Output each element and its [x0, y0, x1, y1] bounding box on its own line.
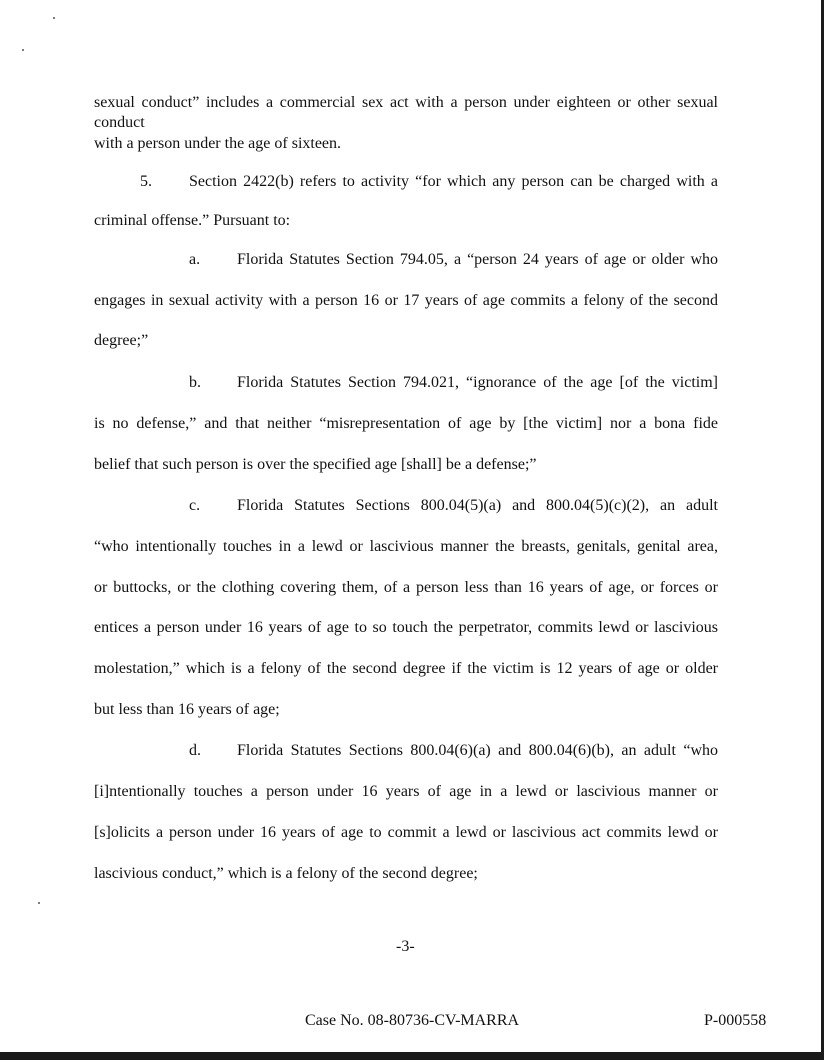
body-line: with a person under the age of sixteen. — [94, 135, 342, 152]
paragraph-number: 5. — [140, 173, 152, 190]
body-line: Florida Statutes Sections 800.04(5)(a) and 800.04(5)(c)(2), an adult — [237, 497, 718, 514]
list-item-label: d. — [189, 742, 201, 759]
scan-speck — [53, 17, 55, 19]
list-item-label: c. — [189, 497, 201, 514]
bates-number: P-000558 — [704, 1012, 767, 1029]
body-line: is no defense,” and that neither “misrepresentation of age by [the victim] nor a bona fide — [94, 415, 718, 432]
body-line: “who intentionally touches in a lewd or lascivious manner the breasts, genitals, genital area, — [94, 538, 718, 555]
body-line: sexual conduct” includes a commercial sex act with a person under eighteen or other sexual conduct — [94, 94, 718, 131]
body-line: criminal offense.” Pursuant to: — [94, 212, 291, 229]
body-line: but less than 16 years of age; — [94, 701, 280, 718]
body-line: molestation,” which is a felony of the second degree if the victim is 12 years of age or older — [94, 660, 718, 677]
scan-speck — [22, 49, 24, 51]
scan-speck — [38, 902, 40, 904]
body-line: or buttocks, or the clothing covering them, of a person less than 16 years of age, or forces or — [94, 579, 718, 596]
list-item-label: b. — [189, 374, 201, 391]
body-line: Florida Statutes Sections 800.04(6)(a) and 800.04(6)(b), an adult “who — [237, 742, 718, 759]
body-line: [s]olicits a person under 16 years of age to commit a lewd or lascivious act commits lewd or — [94, 824, 718, 841]
page-number: -3- — [396, 938, 415, 955]
body-line: entices a person under 16 years of age to so touch the perpetrator, commits lewd or lascivious — [94, 619, 718, 636]
body-line: Florida Statutes Section 794.021, “ignorance of the age [of the victim] — [237, 374, 718, 391]
case-number: Case No. 08-80736-CV-MARRA — [305, 1012, 520, 1029]
scan-edge-bottom — [0, 1052, 824, 1060]
body-line: Florida Statutes Section 794.05, a “person 24 years of age or older who — [237, 251, 718, 268]
body-line: lascivious conduct,” which is a felony of the second degree; — [94, 865, 478, 882]
list-item-label: a. — [189, 251, 201, 268]
body-line: belief that such person is over the specified age [shall] be a defense;” — [94, 456, 537, 473]
body-line: degree;” — [94, 332, 149, 349]
body-line: Section 2422(b) refers to activity “for which any person can be charged with a — [189, 173, 718, 190]
body-line: engages in sexual activity with a person 16 or 17 years of age commits a felony of the second — [94, 292, 718, 309]
body-line: [i]ntentionally touches a person under 16 years of age in a lewd or lascivious manner or — [94, 783, 718, 800]
